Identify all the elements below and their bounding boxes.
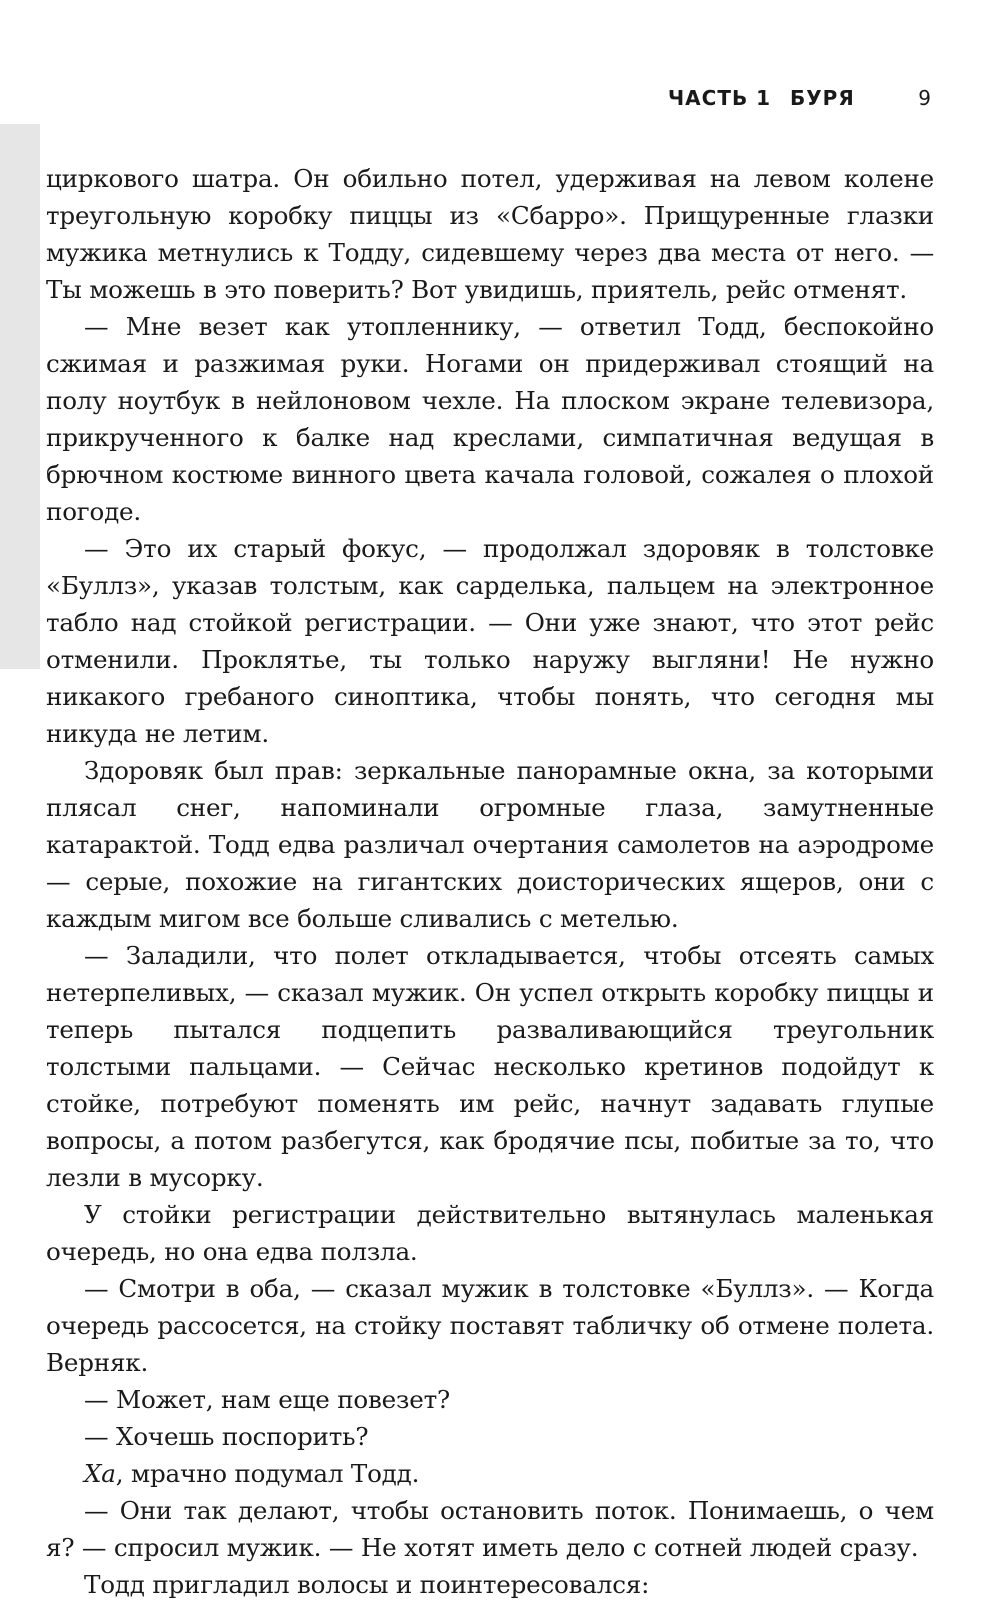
paragraph: У стойки регистрации действительно вытянулась маленькая очередь, но она едва ползла.: [46, 1200, 934, 1266]
paragraph: Тодд пригладил волосы и поинтересовался:: [84, 1570, 650, 1599]
paragraph: — Это их старый фокус, — продолжал здоровяк в толстовке «Буллз», указав толстым, как сарделька, пальцем на электронное табло над стойкой регистрации. — Они уже знают, что этот рейс отменили. Проклятье, ты только наружу выгляни! Не нужно никакого гребаного синоптика, чтобы понять, что сегодня мы никуда не летим.: [46, 534, 934, 748]
paragraph: — Заладили, что полет откладывается, чтобы отсеять самых нетерпеливых, — сказал мужик. Он успел открыть коробку пиццы и теперь пытался подцепить разваливающийся треугольник толстыми пальцами. — Сейчас несколько кретинов подойдут к стойке, потребуют поменять им рейс, начнут задавать глупые вопросы, а потом разбегутся, как бродячие псы, побитые за то, что лезли в мусорку.: [46, 941, 934, 1192]
header-chapter-title: БУРЯ: [790, 86, 855, 110]
page-number: 9: [918, 86, 932, 110]
italic-word: Ха: [84, 1459, 116, 1488]
paragraph: циркового шатра. Он обильно потел, удерживая на левом колене треугольную коробку пиццы из «Сбарро». Прищуренные глазки мужика метнулись к Тодду, сидевшему через два места от него. — Ты можешь в это поверить? Вот увидишь, приятель, рейс отменят.: [46, 164, 934, 304]
scan-edge-shadow: [0, 124, 40, 669]
body-text: [46, 160, 934, 1603]
paragraph: — Может, нам еще повезет?: [84, 1385, 450, 1414]
paragraph-italic-thought: [46, 1455, 934, 1492]
paragraph-rest: , мрачно подумал Тодд.: [115, 1459, 420, 1488]
paragraph: — Хочешь поспорить?: [84, 1422, 369, 1451]
header-part-label: ЧАСТЬ 1: [668, 86, 772, 110]
paragraph: — Мне везет как утопленнику, — ответил Тодд, беспокойно сжимая и разжимая руки. Ногами он придерживал стоящий на полу ноутбук в нейлоновом чехле. На плоском экране телевизора, прикрученного к балке над креслами, симпатичная ведущая в брючном костюме винного цвета качала головой, сожалея о плохой погоде.: [46, 312, 934, 526]
running-header: [668, 80, 938, 116]
paragraph: — Смотри в оба, — сказал мужик в толстовке «Буллз». — Когда очередь рассосется, на стойку поставят табличку об отмене полета. Верняк.: [46, 1274, 934, 1377]
paragraph: — Они так делают, чтобы остановить поток. Понимаешь, о чем я? — спросил мужик. — Не хотят иметь дело с сотней людей сразу.: [46, 1496, 934, 1562]
paragraph: Здоровяк был прав: зеркальные панорамные окна, за которыми плясал снег, напоминали огромные глаза, замутненные катарактой. Тодд едва различал очертания самолетов на аэродроме — серые, похожие на гигантских доисторических ящеров, они с каждым мигом все больше сливались с метелью.: [46, 756, 934, 933]
